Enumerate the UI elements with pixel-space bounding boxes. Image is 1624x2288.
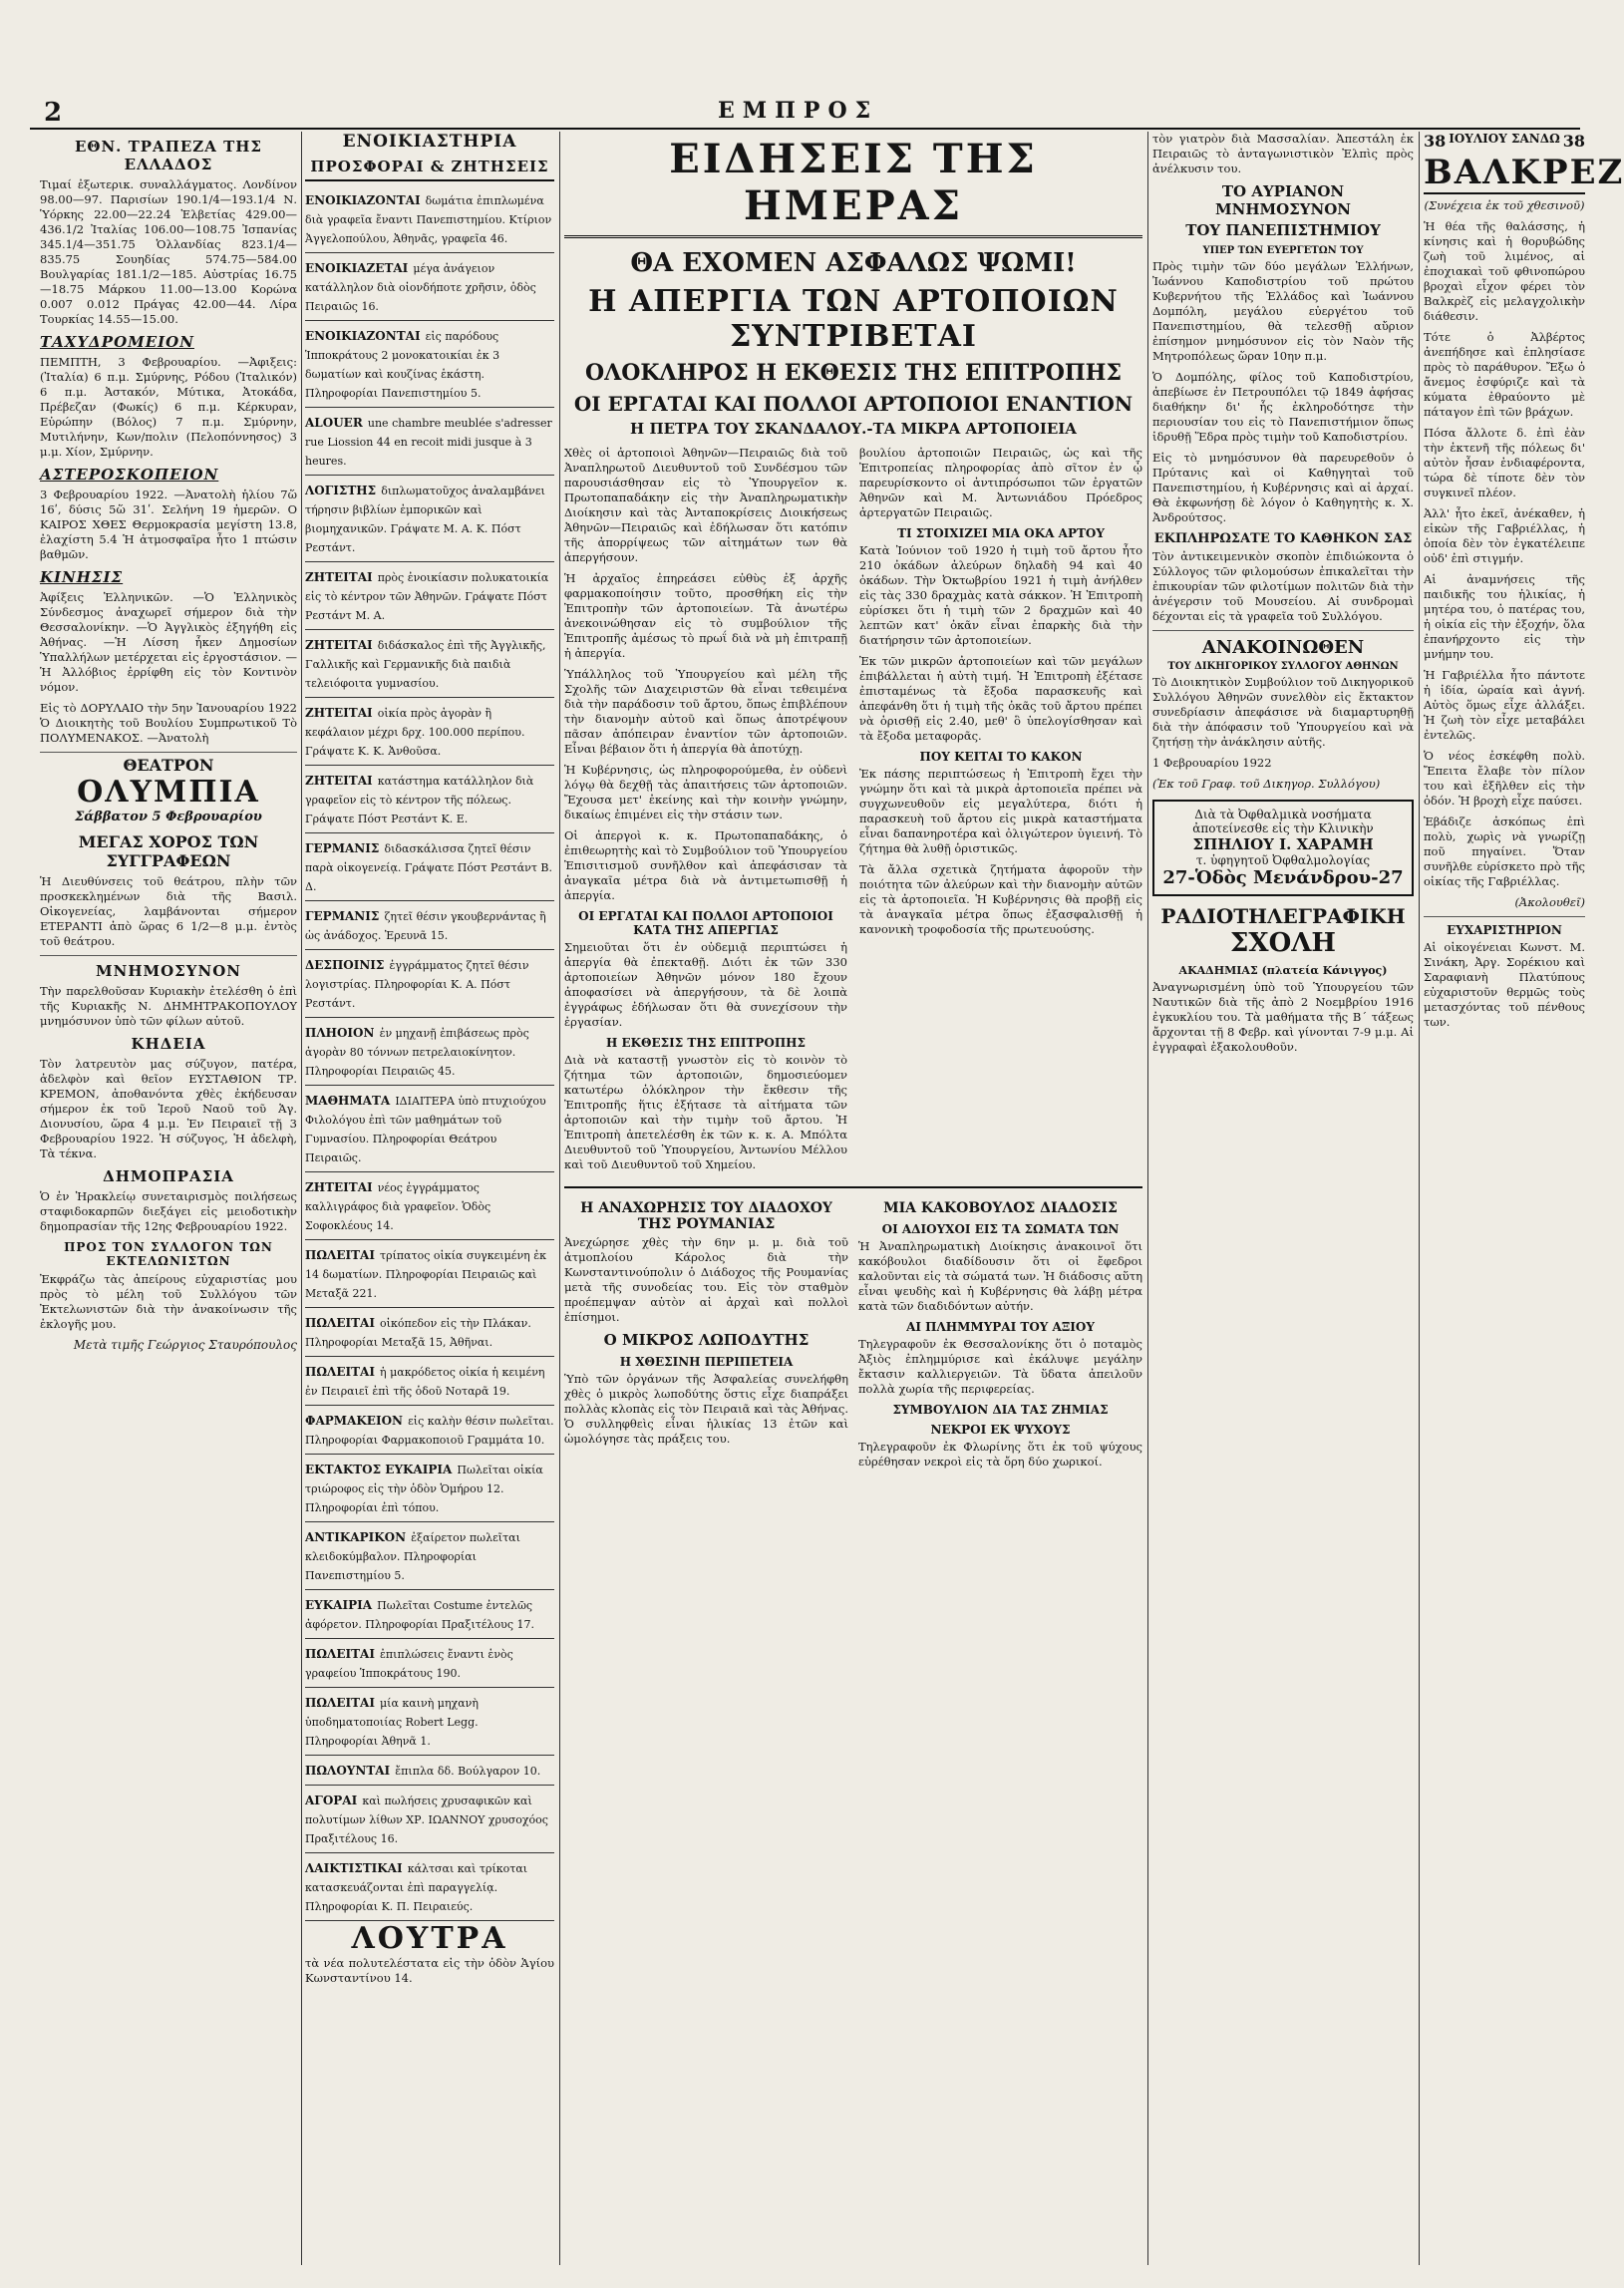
column-rule xyxy=(1147,132,1148,2265)
serial-paragraph: Ἐβάδιζε ἀσκόπως ἐπὶ πολὺ, χωρὶς νὰ γνωρίζῃ ποῦ πηγαίνει. Ὅταν συνῆλθε εὑρίσκετο πρὸ τῆς οἰκίας τῆς Γαβριέλλας. xyxy=(1424,815,1585,888)
classified-ad xyxy=(305,1308,554,1357)
article-paragraph: τὸν γιατρὸν διὰ Μασσαλίαν. Ἀπεστάλη ἐκ Πειραιῶς τὸ ἀνταγωνιστικὸν Ἐλπὶς πρὸς ἀνέλκυσιν του. xyxy=(1152,132,1414,175)
bank-text: Τιμαί ἐξωτερικ. συναλλάγματος. Λονδίνον 98.00—97. Παρισίων 190.1/4—193.1/4 Ν. Ὑόρκης 22.00—22.24 Ἑλβετίας 429.00—436.1/2 Ἰταλίας 106.00—108.75 Ἰσπανίας 345.1/4—351.75 Ὁλλανδίας 823.1/4—835.75 Σουηδίας 574.75—584.00 Βουλγαρίας 181.1/2—185. Αὐστρίας 16.75—18.75 Μάρκου 11.00—13.00 Κορώνα 0.007 0.012 Πράγας 42.00—44. Λίρα Τουρκίας 14.55—15.00. xyxy=(40,177,297,326)
article-paragraph: Ἀνεχώρησε χθὲς τὴν 6ην μ. μ. διὰ τοῦ ἀτμοπλοίου Κάρολος διὰ τὴν Κωνσταντινούπολιν ὁ Διάδοχος τῆς Ρουμανίας μετὰ τῆς συνοδείας του. Εἰς τὸν σταθμὸν προέπεμψαν αὐτὸν αἱ ἀρχαὶ καὶ πολλοὶ ἐπίσημοι. xyxy=(564,1235,848,1324)
serial-number: 38 xyxy=(1562,132,1585,151)
article-paragraph: Πρὸς τιμὴν τῶν δύο μεγάλων Ἑλλήνων, Ἰωάννου Καποδιστρίου τοῦ πρώτου Κυβερνήτου τῆς Ἑλλάδος καὶ Ἰωάννου Δομπόλη, μεγάλου εὐεργέτου τοῦ Πανεπιστημίου, θὰ τελεσθῇ αὔριον ἐπίσημον μνημόσυνον εἰς τὸν Ναὸν τῆς Μητροπόλεως ὥραν 10ην π.μ. xyxy=(1152,259,1414,363)
ad-address: 27-Ὁδὸς Μενάνδρου-27 xyxy=(1162,867,1404,888)
classified-ad xyxy=(305,321,554,408)
classified-ad xyxy=(305,1522,554,1590)
article-subhead: Η ΕΚΘΕΣΙΣ ΤΗΣ ΕΠΙΤΡΟΠΗΣ xyxy=(605,1036,807,1050)
classified-ad xyxy=(305,1172,554,1240)
classified-ad xyxy=(305,1357,554,1406)
divider xyxy=(1152,630,1414,631)
astro-title: ΑΣΤΕΡΟΣΚΟΠΕΙΟΝ xyxy=(40,466,219,484)
classified-ad-heading: ΔΕΣΠΟΙΝΙΣ xyxy=(305,958,385,972)
serial-paragraph: Ἡ Γαβριέλλα ἦτο πάντοτε ἡ ἰδία, ὡραία καὶ ἀγνή. Αὐτὸς ὅμως εἶχε ἀλλάξει. Ἡ ζωὴ τὸν εἶχε μεταβάλει ἐντελῶς. xyxy=(1424,668,1585,742)
classified-ad-text: πρὸς ἐνοικίασιν πολυκατοικία εἰς τὸ κέντρον τῶν Ἀθηνῶν. Γράψατε Πόστ Ρεστάντ Μ. Α. xyxy=(305,571,549,622)
school-subtitle: ΑΚΑΔΗΜΙΑΣ (πλατεία Κάνιγγος) xyxy=(1178,964,1388,977)
ad-line: τ. ὑφηγητοῦ Ὀφθαλμολογίας xyxy=(1195,853,1371,867)
ad-line: ἀποτείνεσθε εἰς τὴν Κλινικὴν xyxy=(1192,821,1374,835)
classified-ad-heading: ΕΚΤΑΚΤΟΣ ΕΥΚΑΙΡΙΑ xyxy=(305,1463,453,1476)
article-subhead: ΣΥΜΒΟΥΛΙΟΝ ΔΙΑ ΤΑΣ ΖΗΜΙΑΣ xyxy=(892,1403,1109,1417)
classified-ad xyxy=(305,1786,554,1853)
classified-ad xyxy=(305,253,554,321)
main-article xyxy=(564,446,1142,1178)
serial-number: 38 xyxy=(1424,132,1447,151)
astro-text: 3 Φεβρουαρίου 1922. —Ἀνατολὴ ἡλίου 7ὥ 16ʹ, δύσις 5ὥ 31ʹ. Σελήνη 19 ἡμερῶν. Ο ΚΑΙΡΟΣ ΧΘΕΣ Θερμοκρασία μεγίστη 13.8, ἐλαχίστη 5.4 Ἡ ἀτμοσφαῖρα ἦτο 1 πτώσιν βαθμῶν. xyxy=(40,488,297,561)
classified-ad-text: διδασκάλισσα ζητεῖ θέσιν παρὰ οἰκογενείᾳ. Γράψατε Πόστ Ρεστάντ Β. Δ. xyxy=(305,842,553,893)
classified-ad xyxy=(305,1406,554,1455)
classified-ad xyxy=(305,1455,554,1522)
mnemosynon-text: Τὴν παρελθοῦσαν Κυριακὴν ἐτελέσθη ὁ ἐπὶ τῆς Κυριακῆς Ν. ΔΗΜΗΤΡΑΚΟΠΟΥΛΟΥ μνημόσυνον ὑπὸ τῶν φίλων αὐτοῦ. xyxy=(40,984,297,1028)
serial-title: ΒΑΛΚΡΕΖ xyxy=(1424,153,1624,192)
classified-ads-list xyxy=(305,185,554,1921)
memorial-title: ΤΟ ΑΥΡΙΑΝΟΝ ΜΝΗΜΟΣΥΝΟΝ xyxy=(1215,182,1351,218)
serial-paragraph: Ἡ θέα τῆς θαλάσσης, ἡ κίνησις καὶ ἡ θορυβώδης ζωὴ τοῦ λιμένος, αἱ ἐποχιακαὶ τοῦ φθινοπώρου βροχαὶ εἶχον φέρει τὸν Βαλκρὲζ εἰς μελαγχολικὴν διάθεσιν. xyxy=(1424,219,1585,323)
article-paragraph: Τὸ Διοικητικὸν Συμβούλιον τοῦ Δικηγορικοῦ Συλλόγου Ἀθηνῶν συνελθὸν εἰς ἔκτακτον συνεδρίασιν ἀπεφάσισε νὰ διαμαρτυρηθῇ διὰ τὴν ἀπόφασιν τοῦ Ὑπουργείου καὶ νὰ ζητήσῃ τὴν ἀνάκλησιν αὐτῆς. xyxy=(1152,675,1414,749)
classified-ad-heading: ΛΑΙΚΤΙΣΤΙΚΑΙ xyxy=(305,1861,403,1875)
article-paragraph: βουλίου ἀρτοποιῶν Πειραιῶς, ὡς καὶ τῆς Ἐπιτροπείας πληροφορίας ἀπὸ σῖτον ἐν ᾧ παρευρίσκοντο οἱ ἀντιπρόσωποι τῶν ἐργατῶν Ἀθηνῶν καὶ Μ. Ἀντωνιάδου Πρόεδρος ἀρτεργατῶν Πειραιῶς. xyxy=(859,446,1142,519)
memorial-subtitle: ΥΠΕΡ ΤΩΝ ΕΥΕΡΓΕΤΩΝ ΤΟΥ xyxy=(1202,245,1364,256)
duty-title: ΕΚΠΛΗΡΩΣΑΤΕ ΤΟ ΚΑΘΗΚΟΝ ΣΑΣ xyxy=(1153,531,1413,546)
classified-ad xyxy=(305,476,554,562)
serial-paragraph: Τότε ὁ Ἀλβέρτος ἀνεπήδησε καὶ ἐπλησίασε πρὸς τὸ παράθυρον. Ἔξω ὁ ἄνεμος ἐσφύριζε καὶ τὰ κύματα ἐθραύοντο μὲ πάταγον ἐπὶ τῶν βράχων. xyxy=(1424,330,1585,419)
article-paragraph: Σημειοῦται ὅτι ἐν οὐδεμιᾷ περιπτώσει ἡ ἀπεργία θὰ ἐπεκταθῇ. Διότι ἐκ τῶν 330 ἀρτοποιείων Ἀθηνῶν μόνον 180 ἔχουν ἀποφασίσει νὰ ἀπεργήσουν, τὰ δὲ λοιπὰ ἐγγράφως ἐδήλωσαν ὅτι θὰ συνεχίσουν τὴν ἐργασίαν. xyxy=(564,940,847,1029)
ad-line: Διὰ τὰ Ὀφθαλμικὰ νοσήματα xyxy=(1194,808,1372,821)
section-masthead: ΕΙΔΗΣΕΙΣ ΤΗΣ ΗΜΕΡΑΣ xyxy=(564,132,1142,238)
ball-title: ΜΕΓΑΣ ΧΟΡΟΣ ΤΩΝ ΣΥΓΓΡΑΦΕΩΝ xyxy=(78,832,259,870)
classified-ad xyxy=(305,185,554,253)
classified-ad xyxy=(305,1853,554,1921)
classified-ad-heading: ΦΑΡΜΑΚΕΙΟΝ xyxy=(305,1414,403,1428)
classified-ad-text: ἐξαίρετον πωλεῖται κλειδοκύμβαλον. Πληροφορίαι Πανεπιστημίου 5. xyxy=(305,1531,520,1582)
classified-ad-text: une chambre meublée s'adresser rue Liossion 44 en recoit midi jusque à 3 heures. xyxy=(305,417,552,468)
classified-ad xyxy=(305,1018,554,1086)
article-title: Η ΑΝΑΧΩΡΗΣΙΣ ΤΟΥ ΔΙΑΔΟΧΟΥ ΤΗΣ ΡΟΥΜΑΝΙΑΣ xyxy=(580,1200,832,1232)
headline-report: ΟΛΟΚΛΗΡΟΣ Η ΕΚΘΕΣΙΣ ΤΗΣ ΕΠΙΤΡΟΠΗΣ xyxy=(584,360,1123,386)
classified-ad xyxy=(305,950,554,1018)
classified-ad xyxy=(305,833,554,901)
customs-signature: Μετὰ τιμῆς Γεώργιος Σταυρόπουλος xyxy=(73,1338,297,1352)
eye-clinic-ad xyxy=(1152,800,1414,896)
article-paragraph: Χθὲς οἱ ἀρτοποιοὶ Ἀθηνῶν—Πειραιῶς διὰ τοῦ Ἀναπληρωτοῦ Διευθυντοῦ τοῦ Συνδέσμου τῶν παρουσιάσθησαν εἰς τὸ Ὑπουργεῖον κ. Πρωτοπαπαδάκην εἰς τὴν Ἀναπληρωματικὴν Διοίκησιν καὶ τὰς Ἀνταποκρίσεις Διοικήσεως Ἀθηνῶν—Πειραιῶς καὶ ἐδήλωσαν ὅτι κατόπιν τῆς ἀπορρίψεως τῶν αἰτημάτων των θὰ ἀπεργήσουν. xyxy=(564,446,847,564)
memorial-title-2: ΤΟΥ ΠΑΝΕΠΙΣΤΗΜΙΟΥ xyxy=(1185,221,1381,239)
classified-ad xyxy=(305,901,554,950)
classified-ad-text: οἰκόπεδον εἰς τὴν Πλάκαν. Πληροφορίαι Μεταξᾶ 15, Ἀθῆναι. xyxy=(305,1317,531,1349)
classified-ad-text: τρίπατος οἰκία συγκειμένη ἐκ 14 δωματίων. Πληροφορίαι Πειραιῶς καὶ Μεταξᾶ 221. xyxy=(305,1249,547,1300)
headline-scandal: Η ΠΕΤΡΑ ΤΟΥ ΣΚΑΝΔΑΛΟΥ.-ΤΑ ΜΙΚΡΑ ΑΡΤΟΠΟΙΕΙΑ xyxy=(630,420,1077,438)
classified-ad-text: νέος ἐγγράμματος καλλιγράφος διὰ γραφεῖον. Ὁδὸς Σοφοκλέους 14. xyxy=(305,1181,491,1232)
article-subhead: ΑΙ ΠΛΗΜΜΥΡΑΙ ΤΟΥ ΑΞΙΟΥ xyxy=(906,1320,1095,1334)
classified-ad xyxy=(305,562,554,630)
article-paragraph: Ἡ ἀρχαῖος ἐπηρεάσει εὐθὺς ἐξ ἀρχῆς φαρμακοποίησιν τοῦτο, προσθήκη εἰς τὴν Ἐπιτροπὴν τῶν ἀρτοποιείων. Τὰ ἀνωτέρω ἀνεκοινώθησαν εἰς τὸ συμβούλιον τῆς Ἐπιτροπῆς ἀμέσως τὸ πρωΐ διὰ νὰ μὴ ἐπιτραπῇ ἡ ἀπεργία. xyxy=(564,571,847,660)
school-title: ΡΑΔΙΟΤΗΛΕΓΡΑΦΙΚΗ xyxy=(1160,904,1406,928)
serial-author: ΙΟΥΛΙΟΥ ΣΑΝΔΩ xyxy=(1449,132,1560,146)
post-title: ΤΑΧΥΔΡΟΜΕΙΟΝ xyxy=(40,333,194,351)
ball-text: Ἡ Διευθύνσεις τοῦ θεάτρου, πλὴν τῶν προσκεκλημένων διὰ τῆς Βασιλ. Οἰκογενείας, λαμβάνονται σήμερον ΕΤΕΡΑΝΤΙ ἀπὸ ὥρας 6 1/2—8 μ.μ. ἐντὸς τοῦ θεάτρου. xyxy=(40,874,297,948)
column-1 xyxy=(40,132,297,2265)
main-news xyxy=(564,132,1142,2265)
classified-ad-heading: ΠΩΛΟΥΝΤΑΙ xyxy=(305,1764,391,1778)
classified-ad-text: διπλωματοῦχος ἀναλαμβάνει τήρησιν βιβλίων ἐμπορικῶν καὶ βιομηχανικῶν. Γράψατε Μ. Α. Κ. Πόστ Ρεστάντ. xyxy=(305,485,545,554)
article-paragraph: Τὰ ἄλλα σχετικὰ ζητήματα ἀφοροῦν τὴν ποιότητα τῶν ἀλεύρων καὶ τὴν διανομὴν αὐτῶν εἰς τὰ ἀρτοποιεῖα. Ἡ Κυβέρνησις θὰ προβῇ εἰς τὰ ἀναγκαῖα μέτρα ὅπως ἐξασφαλισθῇ ἡ κανονικὴ τροφοδοσία τῆς πρωτευούσης. xyxy=(859,862,1142,936)
article-right xyxy=(859,446,1142,1178)
announcement-date: 1 Φεβρουαρίου 1922 xyxy=(1152,756,1272,770)
classified-ad-heading: ALOUER xyxy=(305,416,363,430)
article-paragraph: Τηλεγραφοῦν ἐκ Θεσσαλονίκης ὅτι ὁ ποταμὸς Ἀξιὸς ἐπλημμύρισε καὶ ἐκάλυψε μεγάλην ἔκτασιν καλλιεργειῶν. Τὰ ὕδατα ἀπειλοῦν πολλὰ χωρία τῆς περιφερείας. xyxy=(858,1337,1142,1396)
classified-ad-heading: ΕΥΚΑΙΡΙΑ xyxy=(305,1598,373,1612)
loutra-title: ΛΟΥΤΡΑ xyxy=(351,1921,508,1956)
customs-title: ΠΡΟΣ ΤΟΝ ΣΥΛΛΟΓΟΝ ΤΩΝ ΕΚΤΕΛΩΝΙΣΤΩΝ xyxy=(64,1240,273,1268)
article-paragraph: Ὑπάλληλος τοῦ Ὑπουργείου καὶ μέλη τῆς Σχολῆς τῶν Διαχειριστῶν θὰ εἶναι τεθειμένα διὰ τὴν παράδοσιν τοῦ ἄρτου, ὅπως ἐπιβλέπουν τὴν διανομὴν αὐτοῦ καὶ ὅπως ἀποτρέψουν πᾶσαν ἀπόπειραν ἐναντίον τῶν ἀρτοποιῶν. Εἶναι βέβαιον ὅτι ἡ ἀπεργία θὰ ἀποτύχῃ. xyxy=(564,667,847,756)
classified-ad-text: κατάστημα κατάλληλον διὰ γραφεῖον εἰς τὸ κέντρον τῆς πόλεως. Γράψατε Πόστ Ρεστάντ Κ. Ε. xyxy=(305,775,534,825)
move-text: Ἀφίξεις Ἑλληνικῶν. —Ὁ Ἐλληνικὸς Σύνδεσμος ἀναχωρεῖ σήμερον διὰ τὴν Θεσσαλονίκην. —Ὁ Ἀγγλικὸς ἐξηγήθη εἰς Ἀθήνας. —Ἡ Λίσση ἧκεν Δημοσίων Ὑπαλλήλων μετέρχεται εἰς ἐργοστάσιον. —Ἡ Ἀλλόβιος ἐρρίφθη εἰς τὸν Κοντινὸν νόμον. xyxy=(40,590,297,694)
dimoprasia-title: ΔΗΜΟΠΡΑΣΙΑ xyxy=(103,1167,234,1185)
article-paragraph: Ἐκ πάσης περιπτώσεως ἡ Ἐπιτροπὴ ἔχει τὴν γνώμην ὅτι καὶ τὰ μικρὰ ἀρτοποιεῖα πρέπει νὰ συγχωνευθοῦν εἰς μεγαλύτερα, διότι ἡ παρασκευὴ τοῦ ἄρτου εἰς μικρὰ καταστήματα εἶναι δαπανηροτέρα καὶ ὀλιγώτερον ὑγιεινή. Τὸ ζήτημα θὰ λυθῇ ὁριστικῶς. xyxy=(859,767,1142,855)
announcement-title: ΑΝΑΚΟΙΝΩΘΕΝ xyxy=(1201,637,1365,658)
article-rumor xyxy=(858,1194,1142,1475)
article-paragraph: Τὸν ἀντικειμενικὸν σκοπὸν ἐπιδιώκοντα ὁ Σύλλογος τῶν φιλομούσων ἐπικαλεῖται τὴν ἐπικουρίαν τῶν φιλοτίμων πολιτῶν διὰ τὴν ἀνέγερσιν τοῦ Μουσείου. Αἱ συνδρομαὶ δέχονται εἰς τὰ γραφεῖα τοῦ Συλλόγου. xyxy=(1152,549,1414,623)
kedeia-text: Τὸν λατρευτὸν μας σύζυγον, πατέρα, ἀδελφὸν καὶ θεῖον ΕΥΣΤΑΘΙΟΝ ΤΡ. ΚΡΕΜΟΝ, ἀποθανόντα χθὲς ἐκήδευσαν σήμερον ἐκ τοῦ Ἱεροῦ Ναοῦ τοῦ Ἁγ. Διονυσίου, ὥρα 4 μ.μ. Ἐν Πειραιεῖ τῇ 3 Φεβρουαρίου 1922. Ἡ σύζυγος, Ἡ ἀδελφὴ, Τὰ τέκνα. xyxy=(40,1057,297,1160)
article-paragraph: Ὁ Δομπόλης, φίλος τοῦ Καποδιστρίου, ἀπεβίωσε ἐν Πετρουπόλει τῷ 1849 ἀφήσας διαθήκην δι' ἧς ἐκληροδότησε τὴν περιουσίαν του εἰς τὸ Πανεπιστήμιον ὅπως ἱδρυθῇ Ἕδρα πρὸς τιμὴν τοῦ Καποδιστρίου. xyxy=(1152,370,1414,444)
classified-ad-heading: ΠΩΛΕΙΤΑΙ xyxy=(305,1365,375,1379)
loutra-text: τὰ νέα πολυτελέστατα εἰς τὴν ὁδὸν Ἁγίου Κωνσταντίνου 14. xyxy=(305,1956,554,1985)
bank-title: ΕΘΝ. ΤΡΑΠΕΖΑ ΤΗΣ ΕΛΛΑΔΟΣ xyxy=(74,138,263,173)
classified-ad-text: οἰκία πρὸς ἀγορὰν ἢ κεφάλαιον μέχρι δρχ. 100.000 περίπου. Γράψατε Κ. Κ. Ἀνθοῦσα. xyxy=(305,707,525,758)
classified-ad-heading: ΠΩΛΕΙΤΑΙ xyxy=(305,1316,375,1330)
article-subhead: ΝΕΚΡΟΙ ΕΚ ΨΥΧΟΥΣ xyxy=(930,1423,1071,1437)
classifieds-subtitle: ΠΡΟΣΦΟΡΑΙ & ΖΗΤΗΣΕΙΣ xyxy=(305,158,554,181)
classified-ad-heading: ΖΗΤΕΙΤΑΙ xyxy=(305,774,373,788)
column-rule xyxy=(1419,132,1420,2265)
classified-ad xyxy=(305,1086,554,1172)
classified-ad-text: ἔπιπλα δδ. Βούλγαρον 10. xyxy=(395,1765,541,1778)
classified-ad-heading: ΑΝΤΙΚΑΡΙΚΟΝ xyxy=(305,1530,407,1544)
serial-paragraph: Πόσα ἄλλοτε δ. ἐπὶ ἐὰν τὴν ἐκτενῆ τῆς πόλεως δι' αὐτὸν ἦσαν ἐνδιαφέροντα, τώρα δὲ τίποτε δὲν τὸν συγκινεῖ πλέον. xyxy=(1424,426,1585,499)
headline-bread: ΘΑ ΕΧΟΜΕΝ ΑΣΦΑΛΩΣ ΨΩΜΙ! xyxy=(630,248,1077,278)
classified-ad-heading: ΖΗΤΕΙΤΑΙ xyxy=(305,570,373,584)
serial-paragraph: Ἀλλ' ἦτο ἐκεῖ, ἀνέκαθεν, ἡ εἰκὼν τῆς Γαβριέλλας, ἡ ὁποία δὲν τὸν ἐγκατέλειπε οὐδ' ἐπὶ στιγμήν. xyxy=(1424,506,1585,565)
column-rule xyxy=(559,132,560,2265)
serial-paragraph: Αἱ ἀναμνήσεις τῆς παιδικῆς του ἡλικίας, ἡ μητέρα του, ὁ πατέρας του, ἡ οἰκία εἰς τὴν ἐξοχήν, ὅλα ἐπανήρχοντο εἰς τὴν μνήμην του. xyxy=(1424,572,1585,661)
classified-ad xyxy=(305,408,554,476)
classified-ad xyxy=(305,630,554,698)
classified-ad-text: εἰς παρόδους Ἱπποκράτους 2 μονοκατοικίαι ἐκ 3 δωματίων καὶ κουζίνας ἑκάστη. Πληροφορίαι Πανεπιστημίου 5. xyxy=(305,330,500,400)
classified-ad-heading: ΖΗΤΕΙΤΑΙ xyxy=(305,638,373,652)
classified-ad-heading: ΖΗΤΕΙΤΑΙ xyxy=(305,706,373,720)
classified-ad-heading: ΖΗΤΕΙΤΑΙ xyxy=(305,1180,373,1194)
dimoprasia-text: Ὁ ἐν Ἡρακλείῳ συνεταιρισμὸς ποιλήσεως σταφιδοκαρπῶν διεξάγει εἰς μειοδοτικὴν δημοπρασίαν τῆς 12ης Φεβρουαρίου 1922. xyxy=(40,1189,297,1233)
headline-strike: Η ΑΠΕΡΓΙΑ ΤΩΝ ΑΡΤΟΠΟΙΩΝ ΣΥΝΤΡΙΒΕΤΑΙ xyxy=(588,284,1119,354)
thanks-text: Αἱ οἰκογένειαι Κωνστ. Μ. Σινάκη, Ἀργ. Σορέκιου καὶ Σαραφιανὴ Πλατύπους εὐχαριστοῦν θερμῶς τοὺς μετασχόντας τοῦ πένθους των. xyxy=(1424,940,1585,1029)
classified-ad xyxy=(305,1590,554,1639)
article-subhead: ΠΟΥ ΚΕΙΤΑΙ ΤΟ ΚΑΚΟΝ xyxy=(919,750,1083,764)
mnemosynon-title: ΜΝΗΜΟΣΥΝΟΝ xyxy=(96,962,241,980)
classified-ad-text: Πωλεῖται Costume ἐντελῶς ἀφόρετον. Πληροφορίαι Πραξιτέλους 17. xyxy=(305,1599,534,1631)
classified-ad-text: ἐγγράμματος ζητεῖ θέσιν λογιστρίας. Πληροφορίαι Κ. Α. Πόστ Ρεστάντ. xyxy=(305,959,529,1010)
serial-paragraph: Ὁ νέος ἐσκέφθη πολὺ. Ἔπειτα ἔλαβε τὸν πίλον του καὶ ἐξῆλθεν εἰς τὴν ὁδόν. Ἡ βροχὴ εἶχε παύσει. xyxy=(1424,749,1585,808)
article-subhead: ΟΙ ΑΔΙΟΥΧΟΙ ΕΙΣ ΤΑ ΣΩΜΑΤΑ ΤΩΝ xyxy=(881,1222,1120,1236)
classified-ad-heading: ΕΝΟΙΚΙΑΖΟΝΤΑΙ xyxy=(305,329,421,343)
article-paragraph: Οἱ ἀπεργοὶ κ. κ. Πρωτοπαπαδάκης, ὁ ἐπιθεωρητὴς καὶ τὸ Συμβούλιον τοῦ Ὑπουργείου Ἐπισιτισμοῦ συνῆλθον καὶ ἀπεφάσισαν τὰ ἀναγκαῖα μέτρα διὰ νὰ ἀντιμετωπισθῇ ἡ ἀπεργία. xyxy=(564,828,847,902)
classified-ad-heading: ΕΝΟΙΚΙΑΖΕΤΑΙ xyxy=(305,261,409,275)
lower-articles xyxy=(564,1186,1142,1475)
move-title: ΚΙΝΗΣΙΣ xyxy=(40,568,124,586)
classified-ad-text: μέγα ἀνάγειον κατάλληλον διὰ οἰονδήποτε χρῆσιν, ὁδὸς Πειραιῶς 16. xyxy=(305,262,536,313)
classified-ad-text: Πωλεῖται οἰκία τριώροφος εἰς τὴν ὁδὸν Ὁμήρου 12. Πληροφορίαι ἐπὶ τόπου. xyxy=(305,1464,543,1514)
classified-ad xyxy=(305,1240,554,1308)
classified-ad-text: ἡ μακρόδετος οἰκία ἡ κειμένη ἐν Πειραιεῖ ἐπὶ τῆς ὁδοῦ Νοταρᾶ 19. xyxy=(305,1366,545,1398)
serial-header xyxy=(1424,132,1585,151)
classified-ad-text: μία καινὴ μηχανὴ ὑποδηματοποιίας Robert Legg. Πληροφορίαι Ἀθηνᾶ 1. xyxy=(305,1697,479,1748)
classifieds-title: ΕΝΟΙΚΙΑΣΤΗΡΙΑ xyxy=(342,132,517,152)
classified-ad-text: καὶ πωλήσεις χρυσαφικῶν καὶ πολυτίμων λίθων ΧΡ. ΙΩΑΝΝΟΥ χρυσοχόος Πραξιτέλους 16. xyxy=(305,1795,548,1845)
classified-ad-text: εἰς καλὴν θέσιν πωλεῖται. Πληροφορίαι Φαρμακοποιοῦ Γραμμάτα 10. xyxy=(305,1415,554,1447)
classified-ad-heading: ΛΟΓΙΣΤΗΣ xyxy=(305,484,377,497)
article-paragraph: Ὑπὸ τῶν ὀργάνων τῆς Ἀσφαλείας συνελήφθη χθὲς ὁ μικρὸς λωποδύτης ὅστις εἶχε διαπράξει πολλὰς κλοπὰς εἰς τὸν Πειραιᾶ καὶ τὰς Ἀθήνας. Ὁ συλληφθεὶς εἶναι ἡλικίας 13 ἐτῶν καὶ ὡμολόγησε τὰς πράξεις του. xyxy=(564,1372,848,1446)
classified-ad-text: ἐν μηχανῇ ἐπιβάσεως πρὸς ἀγορὰν 80 τόννων πετρελαιοκίνητον. Πληροφορίαι Πειραιῶς 45. xyxy=(305,1027,529,1078)
classified-ad-heading: ΠΩΛΕΙΤΑΙ xyxy=(305,1248,375,1262)
article-title: ΜΙΑ ΚΑΚΟΒΟΥΛΟΣ ΔΙΑΔΟΣΙΣ xyxy=(883,1200,1118,1216)
olympia-date: Σάββατον 5 Φεβρουαρίου xyxy=(75,810,262,824)
article-romania xyxy=(564,1194,848,1475)
classified-ad-heading: ΠΛΗΟΙΟΝ xyxy=(305,1026,375,1040)
classified-ad-heading: ΕΝΟΙΚΙΑΖΟΝΤΑΙ xyxy=(305,193,421,207)
serial-to-be-continued: (Ἀκολουθεῖ) xyxy=(1514,895,1585,909)
school-title-2: ΣΧΟΛΗ xyxy=(1230,928,1336,958)
post-text: ΠΕΜΠΤΗ, 3 Φεβρουαρίου. —Ἀφιξεις: (Ἰταλία) 6 π.μ. Σμύρνης, Ρόδου (Ἰταλικόν) 6 π.μ. Ἀστακόν, Μύτικα, Ἀτοκάδα, Πρέβεζαν (Φωκίς) 6 π.μ. Κέρκυραν, Εὐρώπην (Βόλος) 7 π.μ. Σμύρνην, Μυτιλήνην, Κων/πολιν (Πελοπόννησος) 3 μ.μ. Χίον, Σμύρνην. xyxy=(40,355,297,459)
classified-ad xyxy=(305,1688,554,1756)
classified-ad xyxy=(305,766,554,833)
classified-ad-text: κάλτσαι καὶ τρίκοται κατασκευάζονται ἐπὶ παραγγελίᾳ. Πληροφορίαι Κ. Π. Πειραιεύς. xyxy=(305,1862,528,1913)
theatre-text: Εἰς τὸ ΔΟΡΥΛΑΙΟ τὴν 5ην Ἰανουαρίου 1922 Ὁ Διοικητὴς τοῦ Βουλίου Συμπρωτικοῦ Τὸ ΠΟΛΥΜΕΝΑΚΟΣ. —Ἀνατολὴ xyxy=(40,701,297,745)
article-subhead: ΤΙ ΣΤΟΙΧΙΖΕΙ ΜΙΑ ΟΚΑ ΑΡΤΟΥ xyxy=(897,526,1105,540)
article-paragraph: Ἐκ τῶν μικρῶν ἀρτοποιείων καὶ τῶν μεγάλων ἐπιβάλλεται ἡ αὐτὴ τιμή. Ἡ Ἐπιτροπὴ ἐξέτασε ἐπισταμένως τὰ ἔξοδα παρασκευῆς καὶ ἀπεφάνθη ὅτι ἡ τιμὴ τῆς ὀκᾶς τοῦ ἄρτου πρέπει νὰ ὁρισθῇ εἰς 2.40, μεθ' ὃ ὑπελογίσθησαν καὶ τὰ ἔξοδα μεταφορᾶς. xyxy=(859,654,1142,743)
article-title: Ο ΜΙΚΡΟΣ ΛΩΠΟΔΥΤΗΣ xyxy=(603,1331,810,1349)
classified-ad-text: δωμάτια ἐπιπλωμένα διὰ γραφεῖα ἔναντι Πανεπιστημίου. Κτίριον Ἀγγελοπούλου, Ἀθηνᾶς, γραφεῖα 46. xyxy=(305,194,552,245)
page-number: 2 xyxy=(44,98,63,128)
thanks-title: ΕΥΧΑΡΙΣΤΗΡΙΟΝ xyxy=(1447,923,1562,937)
classified-ad-text: ζητεῖ θέσιν γκουβερνάντας ἢ ὡς ἀνάδοχος. Ἐρευνᾶ 15. xyxy=(305,910,546,942)
ad-name: ΣΠΗΛΙΟΥ Ι. ΧΑΡΑΜΗ xyxy=(1192,835,1374,853)
divider xyxy=(40,955,297,956)
classified-ad xyxy=(305,1756,554,1786)
school-text: Ἀναγνωρισμένη ὑπὸ τοῦ Ὑπουργείου τῶν Ναυτικῶν διὰ τῆς ἀπὸ 2 Νοεμβρίου 1916 ἐγκυκλίου του. Τὰ μαθήματα τῆς Β΄ τάξεως ἄρχονται τῇ 8 Φεβρ. καὶ γίνονται 7-9 μ.μ. Αἱ ἐγγραφαὶ ἐξακολουθοῦν. xyxy=(1152,980,1414,1054)
classified-ad-heading: ΓΕΡΜΑΝΙΣ xyxy=(305,841,380,855)
article-paragraph: Διὰ νὰ καταστῇ γνωστὸν εἰς τὸ κοινὸν τὸ ζήτημα τῶν ἀρτοποιῶν, δημοσιεύομεν κατωτέρω ὁλόκληρον τὴν ἔκθεσιν τῆς Ἐπιτροπῆς ἥτις ἐξήτασε τὰ αἰτήματα τῶν ἀρτοποιῶν καὶ τὴν τιμὴν τοῦ ἄρτου. Ἡ Ἐπιτροπὴ ἀπετελέσθη ἐκ τῶν κ. κ. Α. Μπόλτα Διευθυντοῦ τοῦ Ὑπουργείου, Ἀντωνίου Μέλλου καὶ τοῦ Διευθυντοῦ τοῦ Χημείου. xyxy=(564,1053,847,1171)
classified-ad-heading: ΠΩΛΕΙΤΑΙ xyxy=(305,1696,375,1710)
olympia-label: ΘΕΑΤΡΟΝ xyxy=(123,756,214,775)
article-paragraph: Τηλεγραφοῦν ἐκ Φλωρίνης ὅτι ἐκ τοῦ ψύχους εὑρέθησαν νεκροὶ εἰς τὰ ὄρη δύο χωρικοί. xyxy=(858,1440,1142,1469)
article-subhead: Η ΧΘΕΣΙΝΗ ΠΕΡΙΠΕΤΕΙΑ xyxy=(619,1355,794,1369)
classified-ad-heading: ΠΩΛΕΙΤΑΙ xyxy=(305,1647,375,1661)
article-paragraph: Ἡ Ἀναπληρωματικὴ Διοίκησις ἀνακοινοῖ ὅτι κακόβουλοι διαδίδουσιν ὅτι οἱ ἔφεδροι καλοῦνται εἰς τὰ σώματά των. Ἡ διάδοσις αὕτη εἶναι ψευδὴς καὶ ἡ Κυβέρνησις θὰ λάβῃ μέτρα κατὰ τῶν διαδιδόντων αὐτήν. xyxy=(858,1239,1142,1313)
kedeia-title: ΚΗΔΕΙΑ xyxy=(131,1035,206,1053)
article-subhead: ΟΙ ΕΡΓΑΤΑΙ ΚΑΙ ΠΟΛΛΟΙ ΑΡΤΟΠΟΙΟΙ ΚΑΤΑ ΤΗΣ ΑΠΕΡΓΙΑΣ xyxy=(578,909,833,937)
classified-ad-heading: ΓΕΡΜΑΝΙΣ xyxy=(305,909,380,923)
column-rule xyxy=(301,132,302,2265)
page-header xyxy=(30,98,1580,130)
classified-ad xyxy=(305,698,554,766)
announcement-subtitle: ΤΟΥ ΔΙΚΗΓΟΡΙΚΟΥ ΣΥΛΛΟΓΟΥ ΑΘΗΝΩΝ xyxy=(1167,661,1399,672)
divider xyxy=(1424,916,1585,917)
column-5 xyxy=(1152,132,1414,2265)
classified-ad xyxy=(305,1639,554,1688)
customs-text: Ἐκφράζω τὰς ἀπείρους εὐχαριστίας μου πρὸς τὸ μέλη τοῦ Συλλόγου τῶν Ἐκτελωνιστῶν διὰ τὴν ἀνακοίνωσιν τῆς ἐκλογῆς μου. xyxy=(40,1272,297,1331)
article-left xyxy=(564,446,847,1178)
column-6 xyxy=(1424,132,1624,2265)
article-paragraph: Ἡ Κυβέρνησις, ὡς πληροφορούμεθα, ἐν οὐδενὶ λόγῳ θὰ δεχθῇ τὰς ἀπαιτήσεις τῶν ἀρτοποιῶν. Ἔχουσα μετ' ἐκείνης καὶ τὴν κοινὴν γνώμην, δικαίως ἐπιμένει εἰς τὴν στάσιν των. xyxy=(564,763,847,821)
announcement-signature: (Ἐκ τοῦ Γραφ. τοῦ Δικηγορ. Συλλόγου) xyxy=(1152,777,1381,791)
divider xyxy=(40,752,297,753)
serial-continuation: (Συνέχεια ἐκ τοῦ χθεσινοῦ) xyxy=(1424,198,1585,212)
classified-ad-text: ἐπιπλώσεις ἔναντι ἑνὸς γραφείου Ἱπποκράτους 190. xyxy=(305,1648,513,1680)
headline-workers: ΟΙ ΕΡΓΑΤΑΙ ΚΑΙ ΠΟΛΛΟΙ ΑΡΤΟΠΟΙΟΙ ΕΝΑΝΤΙΟΝ xyxy=(573,392,1134,416)
classified-ad-text: διδάσκαλος ἐπὶ τῆς Ἀγγλικῆς, Γαλλικῆς καὶ Γερμανικῆς διὰ παιδιὰ τελειόφοιτα γυμνασίου. xyxy=(305,639,546,690)
article-paragraph: Εἰς τὸ μνημόσυνον θὰ παρευρεθοῦν ὁ Πρύτανις καὶ οἱ Καθηγηταὶ τοῦ Πανεπιστημίου, ἡ Κυβέρνησις καὶ αἱ ἀρχαί. Θὰ ἐκφωνήσῃ δὲ λόγον ὁ Καθηγητὴς κ. Χ. Ἀνδρούτσος. xyxy=(1152,451,1414,524)
column-2 xyxy=(305,132,554,2265)
classified-ad-heading: ΜΑΘΗΜΑΤΑ xyxy=(305,1094,391,1108)
classified-ad-text: ΙΔΙΑΙΤΕΡΑ ὑπὸ πτυχιούχου Φιλολόγου ἐπὶ τῶν μαθημάτων τοῦ Γυμνασίου. Πληροφορίαι Θεάτρου Πειραιῶς. xyxy=(305,1095,546,1164)
classified-ad-heading: ΑΓΟΡΑΙ xyxy=(305,1794,358,1807)
article-paragraph: Κατὰ Ἰούνιον τοῦ 1920 ἡ τιμὴ τοῦ ἄρτου ἦτο 210 ὀκάδων ἀλεύρων δηλαδὴ 94 καὶ 40 ὀκάδων. Τὴν Ὀκτωβρίου 1921 ἡ τιμὴ ἀνήλθεν εἰς τὰς 330 δραχμὰς κατὰ σάκκον. Ἡ Ἐπιτροπὴ εὑρίσκει ὅτι ἡ τιμὴ τῶν 2 δραχμῶν καὶ 40 λεπτῶν κατ' ὀκᾶν εἶναι ἐπαρκὴς διὰ τὴν διατήρησιν τῶν ἀρτοποιείων. xyxy=(859,543,1142,647)
olympia-name: ΟΛΥΜΠΙΑ xyxy=(77,775,260,810)
newspaper-name: ΕΜΠΡΟΣ xyxy=(718,98,879,124)
